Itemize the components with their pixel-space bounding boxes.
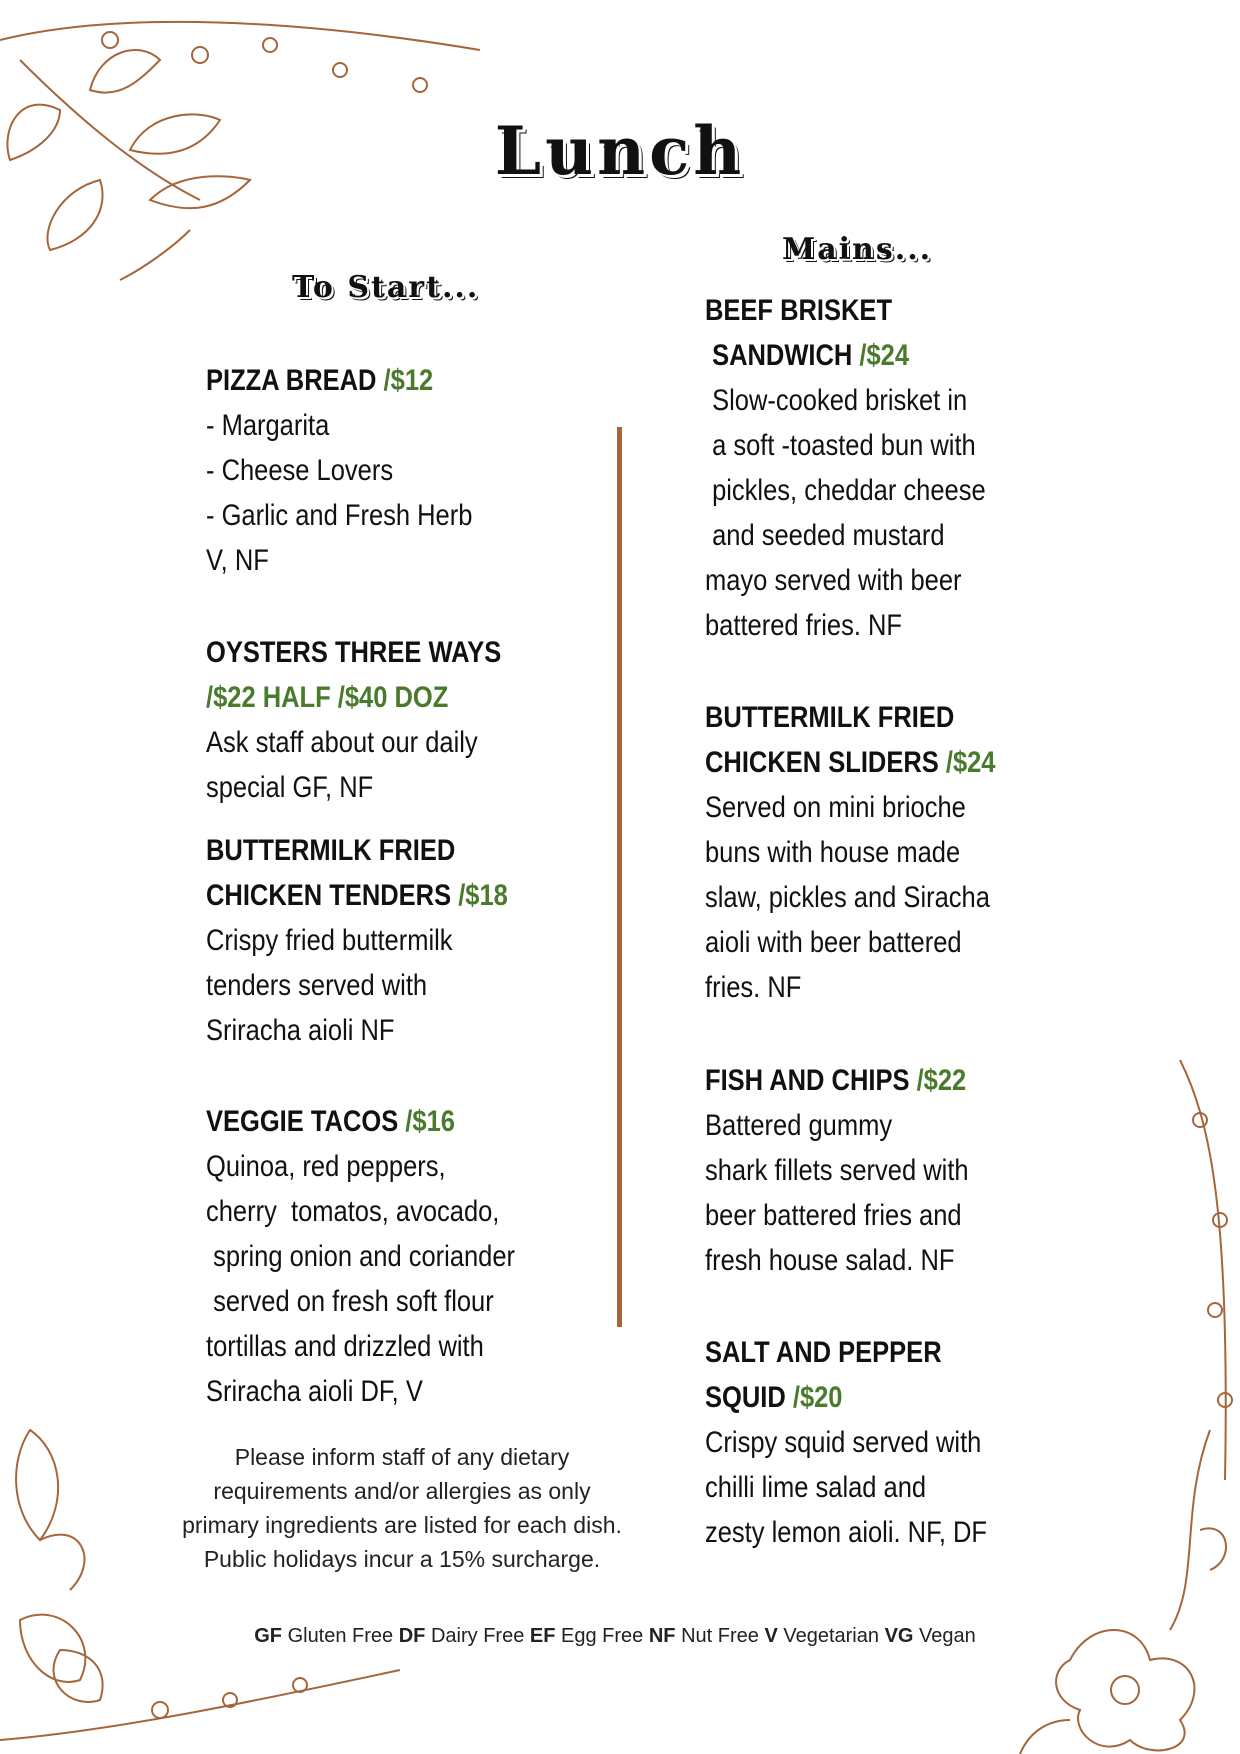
legend-label: Vegan (919, 1625, 976, 1647)
legend-code: V (764, 1625, 778, 1647)
legend-code: NF (648, 1625, 676, 1647)
menu-item-description-line: Ask staff about our daily (206, 726, 478, 759)
menu-item-name-text: BEEF BRISKET (705, 294, 893, 327)
menu-item-name-text: FISH AND CHIPS (705, 1064, 917, 1097)
menu-item-description-line: and seeded mustard (705, 519, 945, 552)
menu-item-name (206, 630, 563, 675)
menu-item (705, 695, 1062, 1010)
menu-item-name (705, 333, 1062, 378)
legend-code: VG (884, 1625, 914, 1647)
dietary-legend (0, 1625, 1230, 1648)
menu-item-description-line: aioli with beer battered (705, 926, 962, 959)
menu-item-price: /$16 (405, 1105, 455, 1138)
menu-item (206, 630, 563, 810)
menu-item-name (206, 358, 563, 403)
menu-item-name-text: SQUID (705, 1381, 793, 1414)
menu-item (206, 828, 563, 1053)
menu-item-name-text: OYSTERS THREE WAYS (206, 636, 502, 669)
menu-item-name (206, 873, 563, 918)
menu-item-description-line: Sriracha aioli NF (206, 1014, 395, 1047)
menu-item-name (705, 695, 1062, 740)
menu-item-description-line: Slow-cooked brisket in (705, 384, 968, 417)
menu-item (206, 1099, 563, 1414)
menu-item (206, 358, 563, 583)
menu-item-description-line: fresh house salad. NF (705, 1244, 955, 1277)
menu-item-description-line: chilli lime salad and (705, 1471, 927, 1504)
menu-item (705, 288, 1062, 648)
menu-item-name (705, 740, 1062, 785)
legend-code: DF (398, 1625, 426, 1647)
menu-item-price: /$24 (945, 746, 996, 779)
menu-item-description-line: zesty lemon aioli. NF, DF (705, 1516, 988, 1549)
menu-item-description-line: Sriracha aioli DF, V (206, 1375, 423, 1408)
legend-label: Gluten Free (287, 1625, 394, 1647)
menu-item-description-line: spring onion and coriander (206, 1240, 516, 1273)
menu-item-name (206, 1099, 563, 1144)
dietary-note: Please inform staff of any dietary requirements and/or allergies as only primary ingredients are listed for each dish. Public holidays incur a 15% surcharge. (182, 1444, 622, 1572)
menu-item-description-line: buns with house made (705, 836, 961, 869)
menu-item-description-line: cherry tomatos, avocado, (206, 1195, 500, 1228)
menu-item-price: /$24 (859, 339, 910, 372)
menu-item-description-line: battered fries. NF (705, 609, 903, 642)
menu-item-description-line: - Garlic and Fresh Herb (206, 499, 473, 532)
legend-label: Nut Free (681, 1625, 759, 1647)
menu-item-name-text: BUTTERMILK FRIED (705, 701, 955, 734)
menu-item-price: /$18 (458, 879, 508, 912)
menu-item-name-text: CHICKEN TENDERS (206, 879, 459, 912)
menu-item-description-line: special GF, NF (206, 771, 374, 804)
menu-item-description-line: a soft -toasted bun with (705, 429, 976, 462)
menu-item-price: /$20 (792, 1381, 843, 1414)
menu-item-description-line: Crispy squid served with (705, 1426, 982, 1459)
menu-title: Lunch (494, 112, 746, 190)
menu-item-description-line: mayo served with beer (705, 564, 962, 597)
menu-item-description-line: fries. NF (705, 971, 802, 1004)
menu-item-name (705, 1058, 1062, 1103)
legend-code: GF (254, 1625, 282, 1647)
menu-item-name-text: PIZZA BREAD (206, 364, 384, 397)
legend-code: EF (529, 1625, 556, 1647)
menu-item-name-text: SALT AND PEPPER (705, 1336, 942, 1369)
menu-item-price: /$12 (383, 364, 434, 397)
menu-item-price: /$22 (916, 1064, 967, 1097)
menu-item-description-line: - Cheese Lovers (206, 454, 394, 487)
menu-item-description-line: V, NF (206, 544, 269, 577)
menu-item-name (705, 1330, 1062, 1375)
menu-item-name-text: SANDWICH (705, 339, 860, 372)
menu-item-description-line: Crispy fried buttermilk (206, 924, 453, 957)
floral-top-right-edge-decoration (1170, 1060, 1240, 1480)
menu-item-name-text: CHICKEN SLIDERS (705, 746, 946, 779)
menu-item (705, 1330, 1062, 1555)
menu-item-description-line: shark fillets served with (705, 1154, 969, 1187)
menu-item-name-text: VEGGIE TACOS (206, 1105, 406, 1138)
menu-item-description-line: - Margarita (206, 409, 330, 442)
menu-item-description-line: slaw, pickles and Siracha (705, 881, 990, 914)
legend-label: Dairy Free (430, 1625, 525, 1647)
menu-item-name (206, 828, 563, 873)
menu-item-description-line: Served on mini brioche (705, 791, 966, 824)
menu-item-description-line: tenders served with (206, 969, 428, 1002)
menu-item-name (705, 288, 1062, 333)
menu-item-description-line: beer battered fries and (705, 1199, 962, 1232)
section-heading-mains: Mains... (782, 232, 933, 267)
menu-item-description-line: pickles, cheddar cheese (705, 474, 986, 507)
section-heading-to-start: To Start... (292, 270, 480, 305)
legend-label: Vegetarian (783, 1625, 879, 1647)
menu-item-name-text: BUTTERMILK FRIED (206, 834, 456, 867)
menu-item-description-line: served on fresh soft flour (206, 1285, 494, 1318)
legend-label: Egg Free (561, 1625, 644, 1647)
menu-item-description-line: tortillas and drizzled with (206, 1330, 484, 1363)
menu-item-description-line: Quinoa, red peppers, (206, 1150, 446, 1183)
menu-item-description-line: Battered gummy (705, 1109, 893, 1142)
menu-item (705, 1058, 1062, 1283)
menu-item-name (705, 1375, 1062, 1420)
menu-item-price: /$22 HALF /$40 DOZ (206, 681, 449, 714)
column-divider (617, 427, 622, 1327)
